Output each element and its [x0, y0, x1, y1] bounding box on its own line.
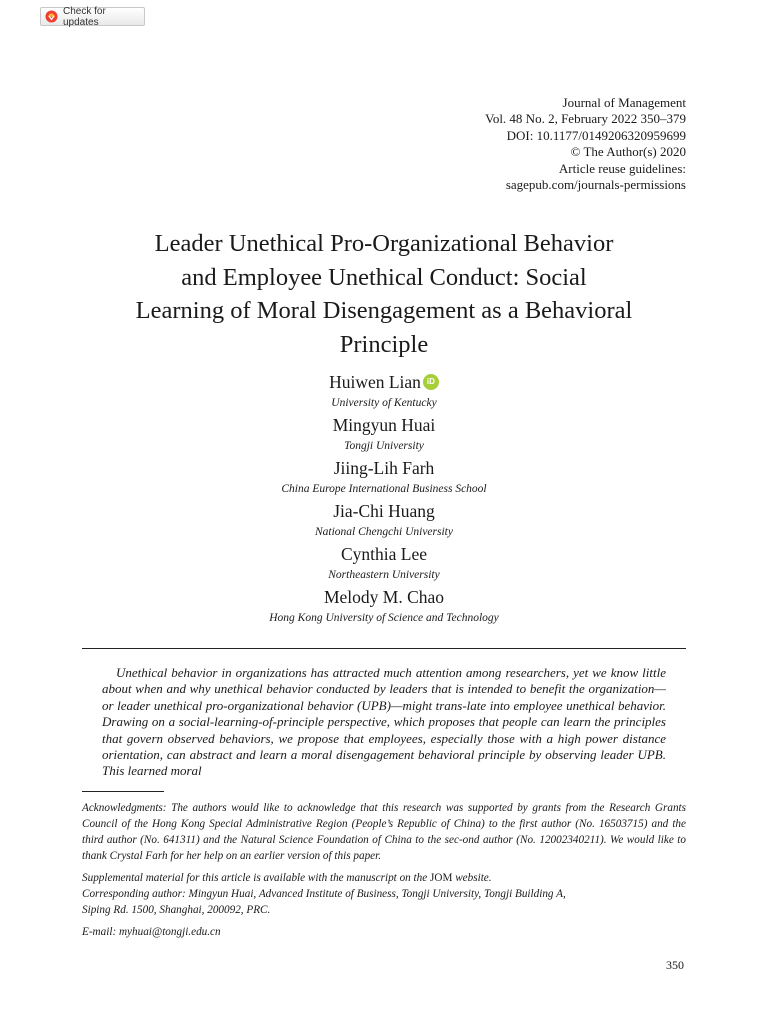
- corresponding-line: Corresponding author: Mingyun Huai, Advanced Institute of Business, Tongji University, Tongji Building A,: [82, 888, 566, 900]
- abstract-text: Unethical behavior in organizations has attracted much attention among researchers, yet we know little about when and why unethical behavior conducted by leaders that is intended to benefit the organization—or leader unethical pro-organizational behavior (UPB)—might trans-late into employee unethical behavior. Drawing on a social-learning-of-principle perspective, which proposes that people can learn the principles that govern observed behaviors, we propose that employees, especially those with a high power distance orientation, can abstract and learn a moral disengagement behavioral principle by observing leader UPB. This learned moral: [102, 665, 666, 779]
- author-affiliation: Hong Kong University of Science and Technology: [269, 612, 499, 624]
- journal-doi[interactable]: DOI: 10.1177/0149206320959699: [506, 127, 686, 143]
- author-entry: [84, 500, 684, 543]
- author-name: Jia-Chi Huang: [333, 501, 435, 521]
- title-divider: [82, 648, 686, 649]
- corresponding-line: Siping Rd. 1500, Shanghai, 200092, PRC.: [82, 904, 271, 916]
- author-affiliation: Northeastern University: [328, 569, 440, 581]
- check-for-updates-label: Check for updates: [63, 5, 106, 28]
- author-name: Jiing-Lih Farh: [333, 458, 435, 478]
- author-entry: [84, 586, 684, 629]
- author-affiliation: China Europe International Business School: [281, 483, 487, 495]
- author-email[interactable]: E-mail: myhuai@tongji.edu.cn: [82, 926, 221, 938]
- author-name-text: Huiwen Lian: [329, 372, 421, 392]
- article-title: [60, 227, 708, 361]
- author-entry: [84, 414, 684, 457]
- journal-volume: Vol. 48 No. 2, February 2022 350–379: [485, 111, 686, 127]
- reuse-guidelines-label: Article reuse guidelines:: [558, 160, 686, 176]
- author-name: [329, 371, 439, 393]
- supplemental-note: [82, 870, 686, 886]
- orcid-icon[interactable]: iD: [423, 374, 439, 390]
- title-line: and Employee Unethical Conduct: Social: [181, 263, 587, 291]
- journal-info: [485, 95, 686, 193]
- author-affiliation: Tongji University: [344, 440, 424, 452]
- reuse-guidelines-link[interactable]: sagepub.com/journals-permissions: [505, 177, 686, 193]
- author-affiliation: National Chengchi University: [315, 526, 453, 538]
- title-line: Learning of Moral Disengagement as a Behavioral: [135, 297, 633, 324]
- journal-name: Journal of Management: [562, 95, 686, 110]
- author-list: [84, 371, 684, 629]
- footnote-divider: [82, 791, 164, 792]
- title-line: Leader Unethical Pro-Organizational Behavior: [154, 230, 614, 257]
- title-line: Principle: [339, 330, 429, 358]
- author-name: Melody M. Chao: [323, 587, 445, 607]
- abstract: [102, 665, 666, 780]
- author-name: Cynthia Lee: [340, 544, 427, 564]
- footnotes: [82, 800, 686, 940]
- check-for-updates-button[interactable]: [40, 7, 145, 26]
- page-number: 350: [666, 958, 684, 972]
- supplemental-prefix: Supplemental material for this article is available with the manuscript on the: [82, 872, 431, 884]
- corresponding-author: [82, 886, 686, 918]
- author-name: Mingyun Huai: [332, 415, 436, 435]
- supplemental-suffix: website.: [452, 872, 492, 884]
- author-entry: [84, 543, 684, 586]
- journal-copyright: © The Author(s) 2020: [570, 144, 686, 160]
- author-entry: [84, 457, 684, 500]
- author-entry: [84, 371, 684, 414]
- supplemental-journal: JOM: [430, 872, 453, 884]
- crossmark-icon: [45, 10, 58, 23]
- acknowledgments: Acknowledgments: The authors would like to acknowledge that this research was supported by grants from the Research Grants Council of the Hong Kong Special Administrative Region (People’s Republic of China) to the first author (No. 16503715) and the third author (No. 641311) and the Natural Science Foundation of China to the sec-ond author (No. 12002340211). We would like to thank Crystal Farh for her help on an earlier version of this paper.: [82, 802, 686, 862]
- author-affiliation: University of Kentucky: [331, 397, 437, 409]
